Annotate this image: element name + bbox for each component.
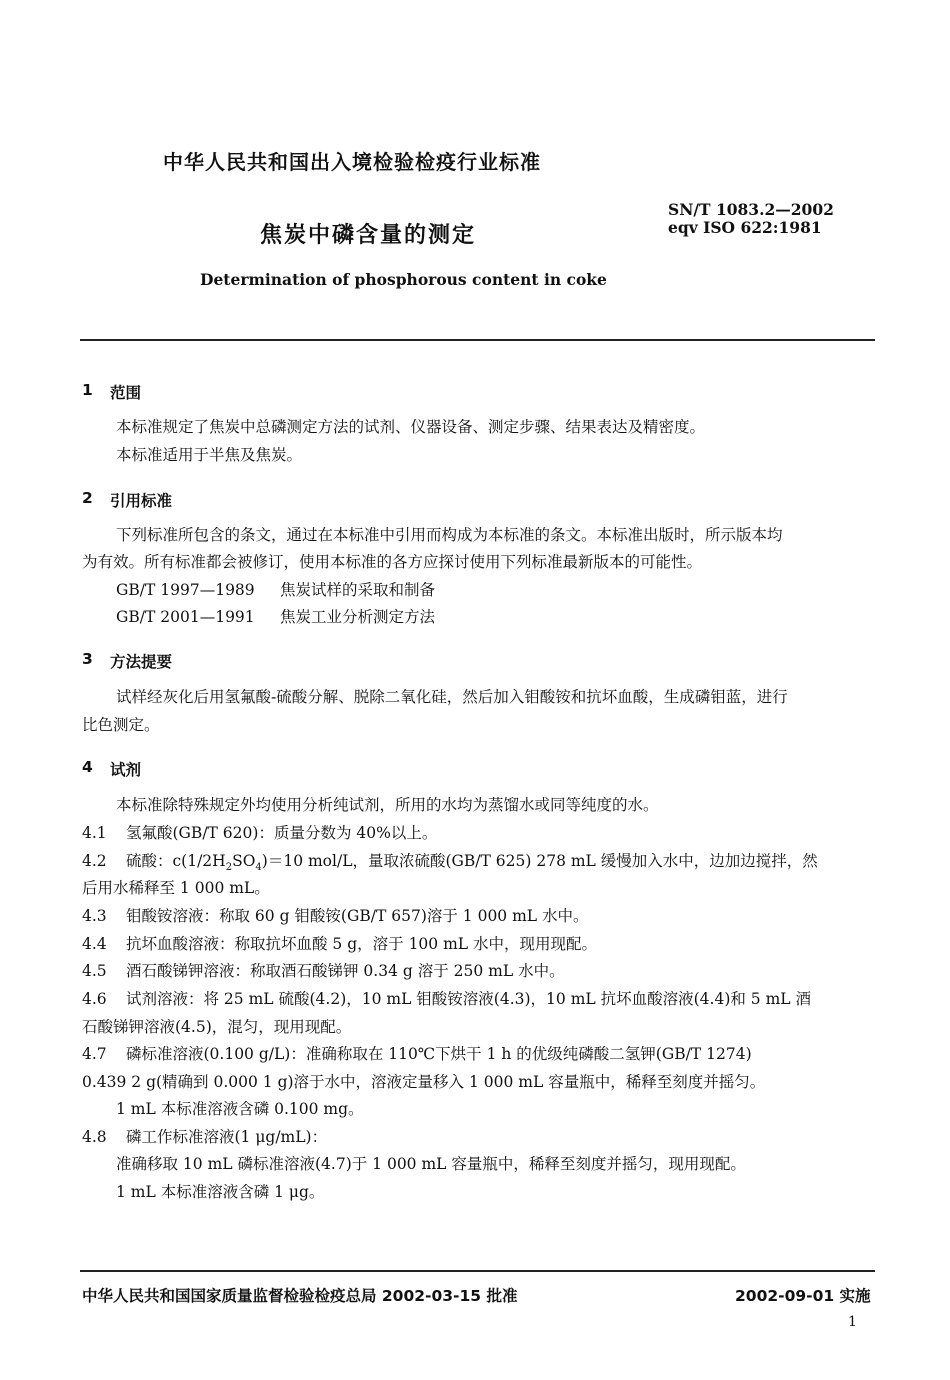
- clause-4-6-text: 试剂溶液：将 25 mL 硫酸(4.2)，10 mL 钼酸铵溶液(4.3)，10 mL 抗坏血酸溶液(4.4)和 5 mL 酒: [126, 990, 811, 1008]
- standard-code: SN/T 1083.2—2002: [668, 200, 834, 219]
- clause-4-5-text: 酒石酸锑钾溶液：称取酒石酸锑钾 0.34 g 溶于 250 mL 水中。: [126, 962, 565, 980]
- section-3-heading: 方法提要: [110, 653, 173, 671]
- clause-number: 4.6: [82, 990, 107, 1008]
- section-2-paragraph-line-2: 为有效。所有标准都会被修订，使用本标准的各方应探讨使用下列标准最新版本的可能性。: [82, 553, 703, 571]
- section-4-intro: 本标准除特殊规定外均使用分析纯试剂，所用的水均为蒸馏水或同等纯度的水。: [116, 796, 659, 814]
- section-1-number: 1: [82, 381, 93, 399]
- header-divider: [80, 339, 875, 341]
- approval-statement: 中华人民共和国国家质量监督检验检疫总局 2002-03-15 批准: [82, 1287, 518, 1305]
- clause-4-8-text: 磷工作标准溶液(1 μg/mL)：: [126, 1128, 328, 1146]
- org-title: 中华人民共和国出入境检验检疫行业标准: [163, 150, 541, 174]
- reference-code: GB/T 2001—1991: [116, 608, 255, 626]
- clause-number: 4.8: [82, 1128, 107, 1146]
- clause-4-2-continuation: 后用水稀释至 1 000 mL。: [82, 879, 270, 897]
- clause-4-8-note: 1 mL 本标准溶液含磷 1 μg。: [116, 1183, 325, 1201]
- section-2-heading: 引用标准: [110, 492, 173, 510]
- clause-4-6-continuation: 石酸锑钾溶液(4.5)，混匀，现用现配。: [82, 1018, 352, 1036]
- clause-4-7-note: 1 mL 本标准溶液含磷 0.100 mg。: [116, 1100, 364, 1118]
- page-number: 1: [848, 1314, 857, 1330]
- document-title-en: Determination of phosphorous content in coke: [200, 270, 607, 289]
- clause-4-8-continuation: 准确移取 10 mL 磷标准溶液(4.7)于 1 000 mL 容量瓶中，稀释至刻度并摇匀，现用现配。: [116, 1155, 746, 1173]
- footer-divider: [80, 1270, 875, 1272]
- document-title-cn: 焦炭中磷含量的测定: [260, 223, 477, 248]
- clause-number: 4.3: [82, 907, 107, 925]
- section-4-heading: 试剂: [110, 761, 142, 779]
- clause-number: 4.7: [82, 1045, 107, 1063]
- clause-number: 4.5: [82, 962, 107, 980]
- clause-4-4-text: 抗坏血酸溶液：称取抗坏血酸 5 g，溶于 100 mL 水中，现用现配。: [126, 935, 597, 953]
- section-2-paragraph-line-1: 下列标准所包含的条文，通过在本标准中引用而构成为本标准的条文。本标准出版时，所示版本均: [116, 526, 783, 544]
- section-3-number: 3: [82, 650, 93, 668]
- section-4-number: 4: [82, 758, 93, 776]
- reference-name: 焦炭试样的采取和制备: [280, 581, 436, 599]
- section-3-paragraph-line-1: 试样经灰化后用氢氟酸-硫酸分解、脱除二氧化硅，然后加入钼酸铵和抗坏血酸，生成磷钼蓝，进行: [116, 688, 788, 706]
- standard-equivalence: eqv ISO 622:1981: [668, 218, 822, 237]
- reference-code: GB/T 1997—1989: [116, 581, 255, 599]
- clause-4-2-text: 硫酸：$c(1/2H_2SO_4)=10$ mol/L，量取浓硫酸(GB/T 625) 278 mL 缓慢加入水中，边加边搅拌，然: [126, 852, 818, 874]
- clause-number: 4.2: [82, 852, 107, 870]
- clause-4-1-text: 氢氟酸(GB/T 620)：质量分数为 40%以上。: [126, 824, 438, 842]
- clause-4-3-text: 钼酸铵溶液：称取 60 g 钼酸铵(GB/T 657)溶于 1 000 mL 水中。: [126, 907, 589, 925]
- clause-number: 4.4: [82, 935, 107, 953]
- section-1-paragraph-1: 本标准规定了焦炭中总磷测定方法的试剂、仪器设备、测定步骤、结果表达及精密度。: [116, 418, 706, 436]
- effective-date: 2002-09-01 实施: [735, 1287, 871, 1305]
- reference-name: 焦炭工业分析测定方法: [280, 608, 436, 626]
- clause-4-7-continuation: 0.439 2 g(精确到 0.000 1 g)溶于水中，溶液定量移入 1 000 mL 容量瓶中，稀释至刻度并摇匀。: [82, 1073, 766, 1091]
- clause-number: 4.1: [82, 824, 107, 842]
- clause-4-7-text: 磷标准溶液(0.100 g/L)：准确称取在 110℃下烘干 1 h 的优级纯磷酸二氢钾(GB/T 1274): [126, 1045, 752, 1063]
- section-1-heading: 范围: [110, 384, 142, 402]
- section-3-paragraph-line-2: 比色测定。: [82, 716, 160, 734]
- section-1-paragraph-2: 本标准适用于半焦及焦炭。: [116, 446, 303, 464]
- section-2-number: 2: [82, 489, 93, 507]
